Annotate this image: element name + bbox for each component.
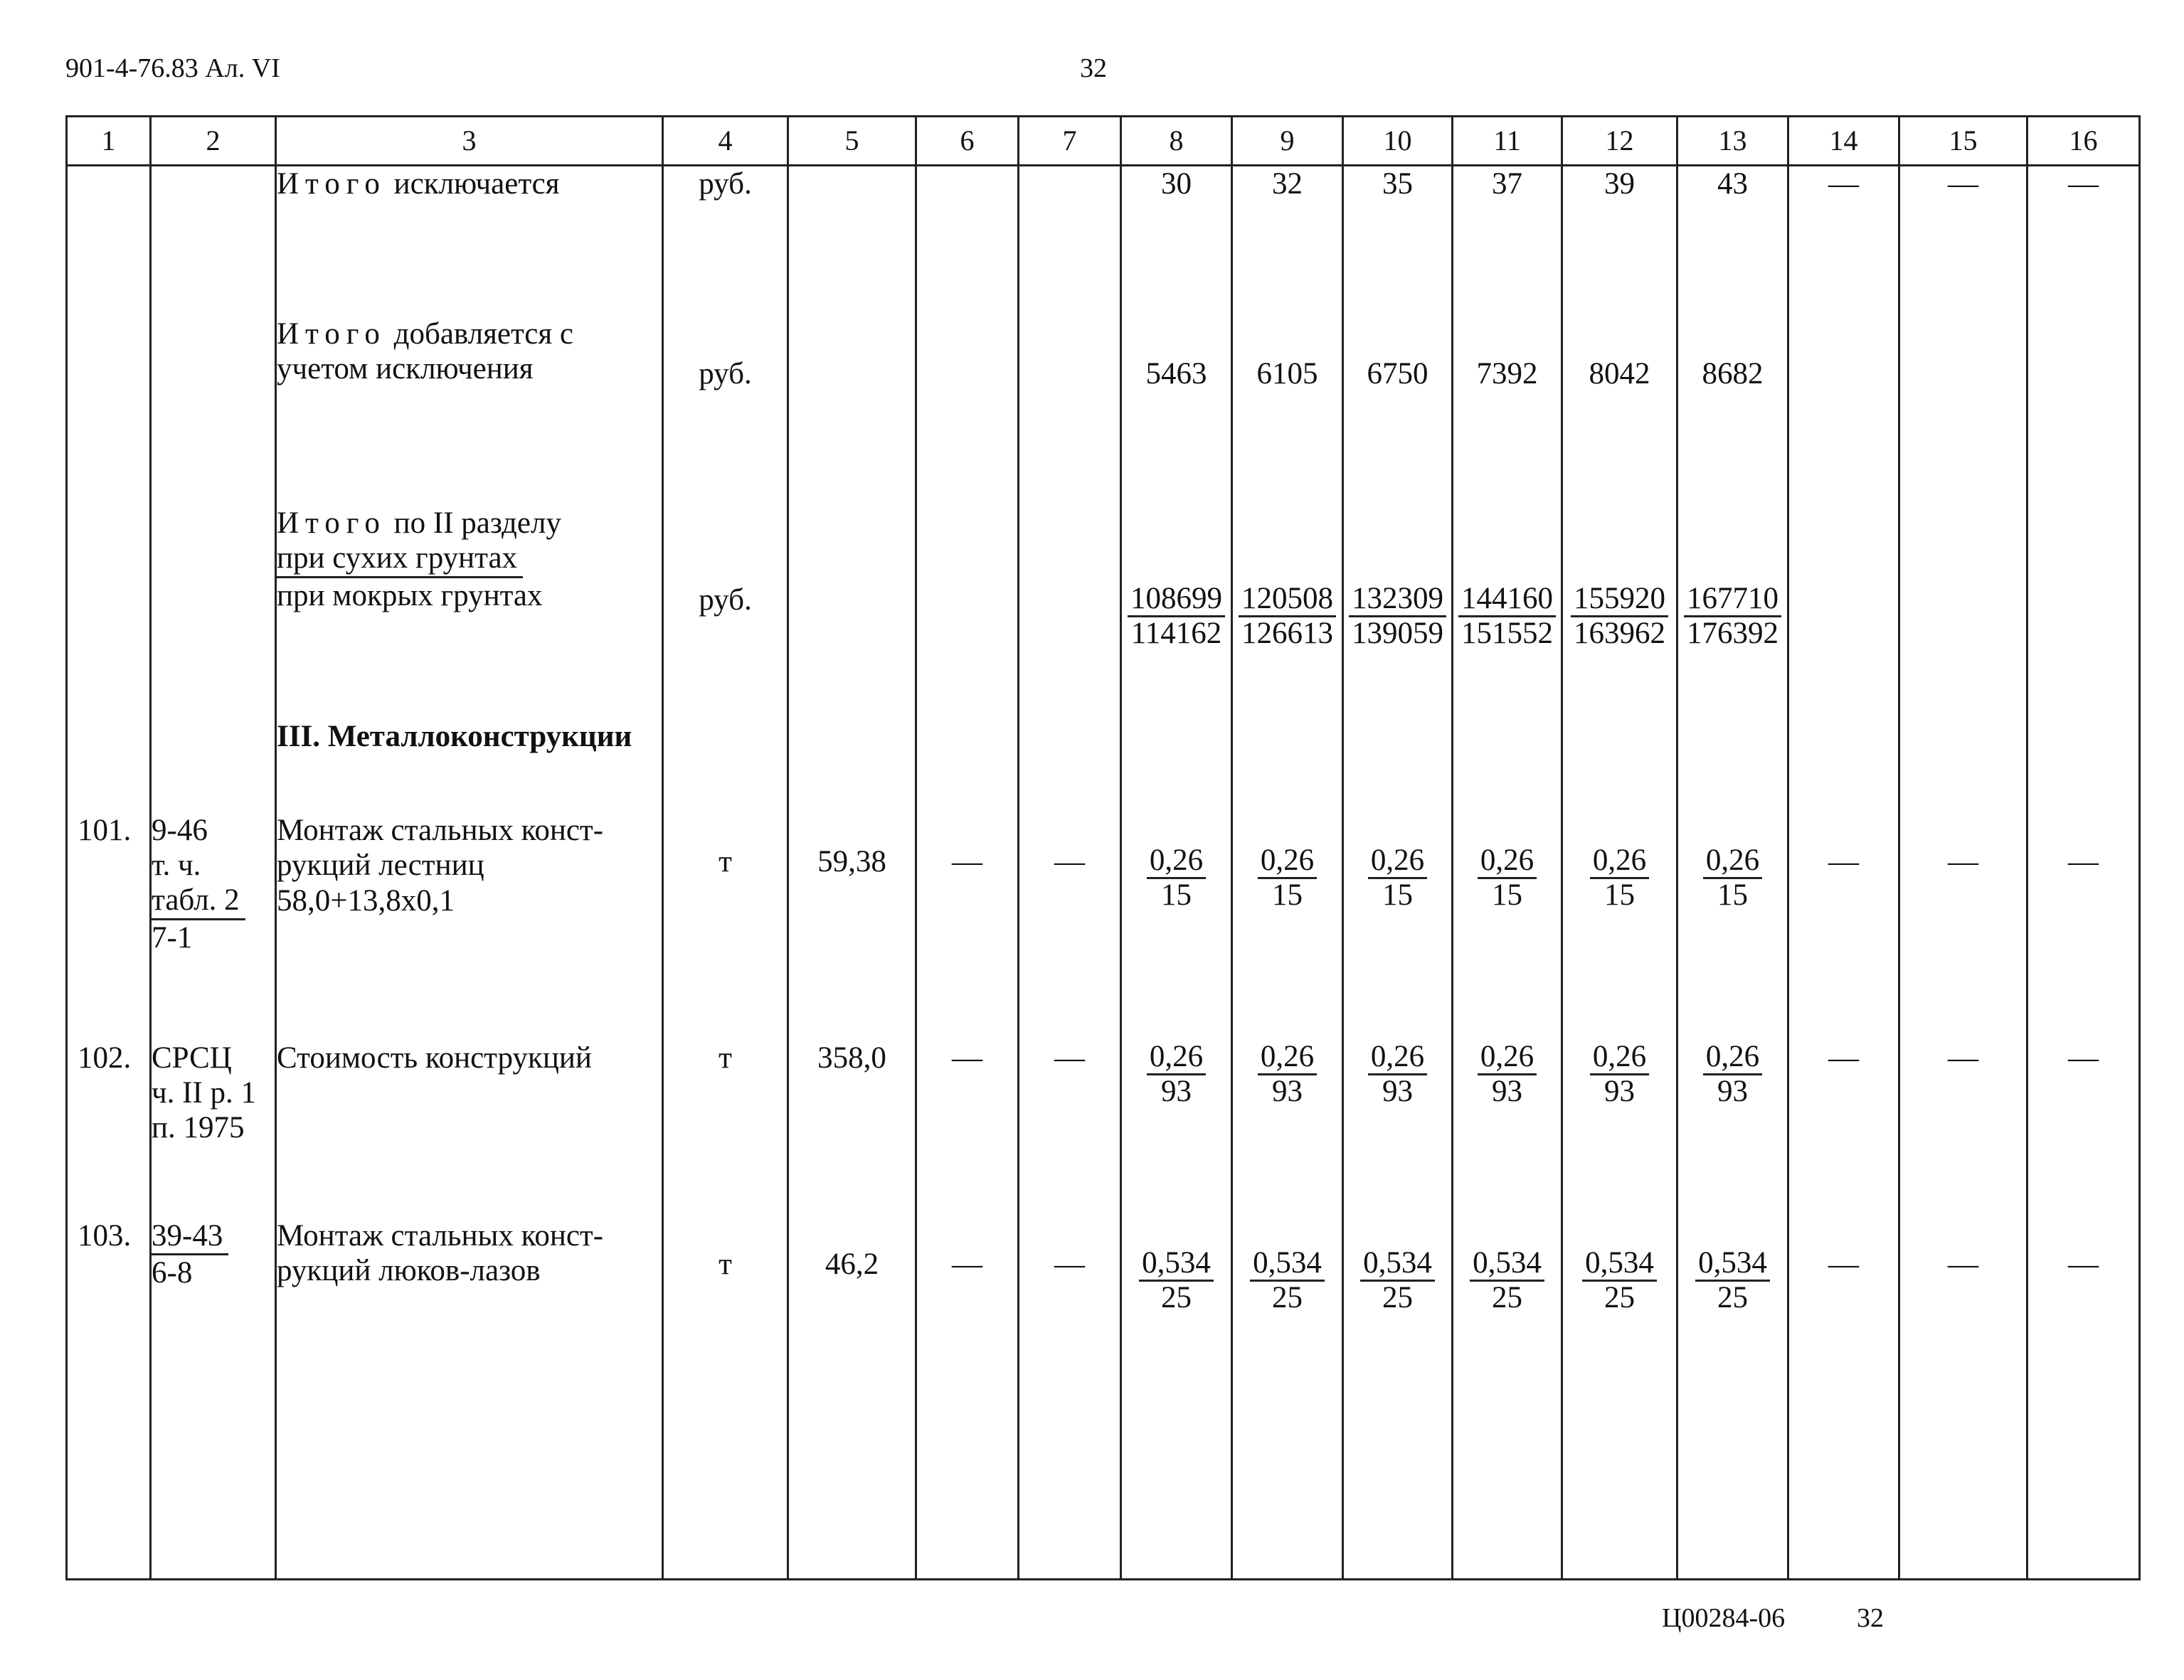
value-cell: 7392 (1453, 317, 1562, 506)
fraction-cell: $\frac{0,26}{93}$ (1343, 1041, 1453, 1218)
dash-cell: — (1899, 813, 2027, 1041)
value-cell: 32 (1232, 166, 1343, 317)
dash-cell: — (916, 813, 1019, 1041)
value-cell: 8042 (1562, 317, 1677, 506)
value-cell: 6750 (1343, 317, 1453, 506)
row-number: 102. (67, 1041, 151, 1218)
col-number: 16 (2027, 117, 2140, 166)
dash-cell: — (1788, 1218, 1899, 1580)
fraction-cell: $\frac{0,26}{15}$ (1453, 813, 1562, 1041)
fraction-cell: $\frac{0,534}{25}$ (1562, 1218, 1677, 1580)
col-number: 14 (1788, 117, 1899, 166)
fraction-cell: $\frac{0,26}{93}$ (1232, 1041, 1343, 1218)
quantity-cell: 358,0 (788, 1041, 916, 1218)
col-number: 4 (663, 117, 788, 166)
total-section2-row (67, 506, 2140, 719)
fraction-cell: $\frac{0,26}{15}$ (1121, 813, 1232, 1041)
col-number: 8 (1121, 117, 1232, 166)
document-code: 901-4-76.83 Ал. VI (65, 53, 280, 83)
fraction-cell: $\frac{0,534}{25}$ (1343, 1218, 1453, 1580)
reference-cell: 39-43 6-8 (151, 1218, 276, 1580)
col-number: 5 (788, 117, 916, 166)
dash-cell: — (1788, 813, 1899, 1041)
fraction-cell: $\frac{0,534}{25}$ (1232, 1218, 1343, 1580)
row-number: 101. (67, 813, 151, 1041)
dash-cell: — (1019, 813, 1121, 1041)
dash-cell: — (916, 1218, 1019, 1580)
col-number: 12 (1562, 117, 1677, 166)
col-number: 15 (1899, 117, 2027, 166)
fraction-cell: $\frac{0,26}{15}$ (1677, 813, 1788, 1041)
dash-cell: — (2027, 1218, 2140, 1580)
value-cell: 5463 (1121, 317, 1232, 506)
fraction-cell: $\frac{155920}{163962}$ (1562, 506, 1677, 719)
col-number: 9 (1232, 117, 1343, 166)
fraction-cell: $\frac{0,26}{15}$ (1562, 813, 1677, 1041)
fraction-cell: $\frac{108699}{114162}$ (1121, 506, 1232, 719)
description-cell: Монтаж стальных конст- рукций люков-лазов (276, 1218, 663, 1580)
fraction-cell: $\frac{167710}{176392}$ (1677, 506, 1788, 719)
fraction-cell: $\frac{0,26}{93}$ (1453, 1041, 1562, 1218)
section3-title: III. Металлоконструкции (276, 719, 663, 813)
dash-cell: — (1019, 1041, 1121, 1218)
dash-cell: — (1899, 1041, 2027, 1218)
fraction-cell: $\frac{120508}{126613}$ (1232, 506, 1343, 719)
reference-cell: СРСЦ ч. II р. 1 п. 1975 (151, 1041, 276, 1218)
dash-cell: — (1788, 1041, 1899, 1218)
unit-cell: руб. (663, 166, 788, 317)
column-number-row (67, 117, 2140, 166)
reference-cell: 9-46 т. ч. табл. 2 7-1 (151, 813, 276, 1041)
value-cell: 8682 (1677, 317, 1788, 506)
col-number: 3 (276, 117, 663, 166)
col-number: 11 (1453, 117, 1562, 166)
quantity-cell: 46,2 (788, 1218, 916, 1580)
value-cell: 43 (1677, 166, 1788, 317)
fraction-cell: $\frac{132309}{139059}$ (1343, 506, 1453, 719)
col-number: 6 (916, 117, 1019, 166)
unit-cell: т (663, 813, 788, 1041)
unit-cell: т (663, 1041, 788, 1218)
dash-cell: — (1788, 166, 1899, 317)
fraction-cell: $\frac{144160}{151552}$ (1453, 506, 1562, 719)
total-added-label: Итого добавляется с учетом исключения (276, 317, 663, 506)
row-number: 103. (67, 1218, 151, 1580)
description-cell: Стоимость конструкций (276, 1041, 663, 1218)
col-number: 7 (1019, 117, 1121, 166)
estimate-table (65, 115, 2141, 1580)
dash-cell: — (1899, 166, 2027, 317)
unit-cell: т (663, 1218, 788, 1580)
value-cell: 39 (1562, 166, 1677, 317)
total-excluded-row (67, 166, 2140, 317)
fraction-cell: $\frac{0,26}{15}$ (1232, 813, 1343, 1041)
footer-code: Ц00284-06 (1662, 1603, 1786, 1633)
col-number: 1 (67, 117, 151, 166)
dash-cell: — (1019, 1218, 1121, 1580)
total-section2-label: Итого по II разделу при сухих грунтах при мокрых грунтах (276, 506, 663, 719)
dash-cell: — (2027, 813, 2140, 1041)
fraction-cell: $\frac{0,26}{93}$ (1677, 1041, 1788, 1218)
table-row-103 (67, 1218, 2140, 1580)
table-row-101 (67, 813, 2140, 1041)
dash-cell: — (916, 1041, 1019, 1218)
quantity-cell: 59,38 (788, 813, 916, 1041)
description-cell: Монтаж стальных конст- рукций лестниц 58,0+13,8х0,1 (276, 813, 663, 1041)
fraction-cell: $\frac{0,534}{25}$ (1677, 1218, 1788, 1580)
fraction-cell: $\frac{0,534}{25}$ (1121, 1218, 1232, 1580)
unit-cell: руб. (663, 317, 788, 506)
value-cell: 35 (1343, 166, 1453, 317)
col-number: 10 (1343, 117, 1453, 166)
total-excluded-label: Итого исключается (276, 166, 663, 317)
fraction-cell: $\frac{0,26}{93}$ (1121, 1041, 1232, 1218)
fraction-cell: $\frac{0,26}{93}$ (1562, 1041, 1677, 1218)
dash-cell: — (2027, 166, 2140, 317)
unit-cell: руб. (663, 506, 788, 719)
header-page-number: 32 (1080, 53, 1107, 83)
col-number: 2 (151, 117, 276, 166)
total-added-row (67, 317, 2140, 506)
fraction-cell: $\frac{0,534}{25}$ (1453, 1218, 1562, 1580)
footer-page-number: 32 (1857, 1603, 1884, 1633)
col-number: 13 (1677, 117, 1788, 166)
dash-cell: — (1899, 1218, 2027, 1580)
fraction-cell: $\frac{0,26}{15}$ (1343, 813, 1453, 1041)
value-cell: 6105 (1232, 317, 1343, 506)
dash-cell: — (2027, 1041, 2140, 1218)
value-cell: 37 (1453, 166, 1562, 317)
table-row-102 (67, 1041, 2140, 1218)
value-cell: 30 (1121, 166, 1232, 317)
section3-row (67, 719, 2140, 813)
